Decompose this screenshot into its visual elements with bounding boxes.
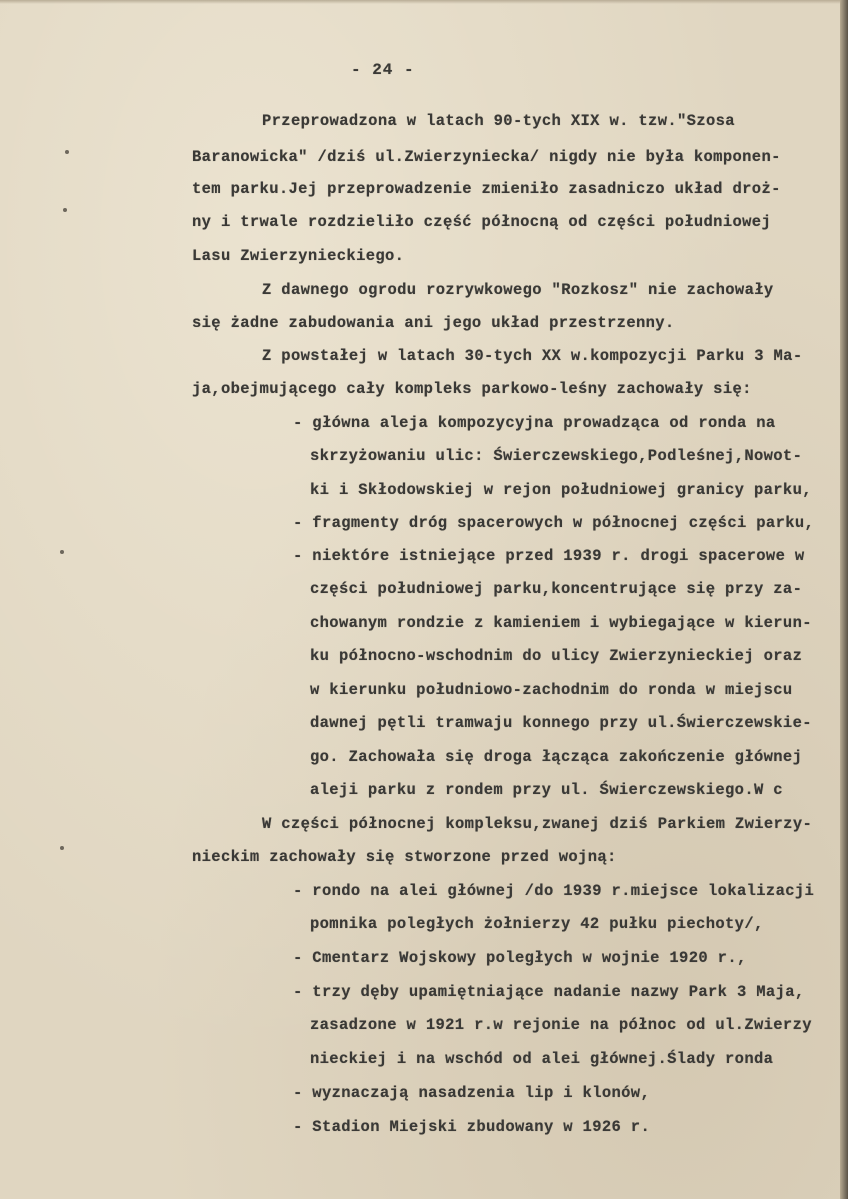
punch-mark: [65, 150, 69, 154]
text-line: się żadne zabudowania ani jego układ przestrzenny.: [192, 314, 675, 332]
text-line: skrzyżowaniu ulic: Świerczewskiego,Podleśnej,Nowot-: [310, 447, 803, 465]
text-line: W części północnej kompleksu,zwanej dziś Parkiem Zwierzy-: [262, 815, 813, 833]
text-line: - wyznaczają nasadzenia lip i klonów,: [293, 1084, 651, 1102]
text-line: pomnika poległych żołnierzy 42 pułku piechoty/,: [310, 915, 764, 933]
text-line: ku północno-wschodnim do ulicy Zwierzynieckiej oraz: [310, 647, 803, 665]
text-line: chowanym rondzie z kamieniem i wybiegające w kierun-: [310, 614, 812, 632]
text-line: - Stadion Miejski zbudowany w 1926 r.: [293, 1118, 651, 1136]
text-line: Baranowicka" /dziś ul.Zwierzyniecka/ nigdy nie była komponen-: [192, 148, 781, 166]
text-line: - trzy dęby upamiętniające nadanie nazwy Park 3 Maja,: [293, 983, 805, 1001]
text-line: Z powstałej w latach 30-tych XX w.kompozycji Parku 3 Ma-: [262, 347, 803, 365]
punch-mark: [60, 846, 64, 850]
text-line: ki i Skłodowskiej w rejon południowej granicy parku,: [310, 481, 812, 499]
text-line: - fragmenty dróg spacerowych w północnej części parku,: [293, 514, 815, 532]
text-line: aleji parku z rondem przy ul. Świerczewskiego.W c: [310, 781, 783, 799]
text-line: - niektóre istniejące przed 1939 r. drogi spacerowe w: [293, 547, 805, 565]
text-line: dawnej pętli tramwaju konnego przy ul.Świerczewskie-: [310, 714, 812, 732]
punch-mark: [60, 550, 64, 554]
text-line: - Cmentarz Wojskowy poległych w wojnie 1920 r.,: [293, 949, 747, 967]
text-line: części południowej parku,koncentrujące się przy za-: [310, 580, 803, 598]
text-line: zasadzone w 1921 r.w rejonie na północ od ul.Zwierzy: [310, 1016, 812, 1034]
text-line: Lasu Zwierzynieckiego.: [192, 247, 405, 265]
text-line: Przeprowadzona w latach 90-tych XIX w. tzw."Szosa: [262, 112, 735, 130]
text-line: ja,obejmującego cały kompleks parkowo-leśny zachowały się:: [192, 380, 752, 398]
text-line: w kierunku południowo-zachodnim do ronda w miejscu: [310, 681, 793, 699]
text-line: Z dawnego ogrodu rozrywkowego "Rozkosz" nie zachowały: [262, 281, 774, 299]
text-line: - rondo na alei głównej /do 1939 r.miejsce lokalizacji: [293, 882, 815, 900]
page-number: - 24 -: [351, 61, 415, 79]
punch-mark: [63, 208, 67, 212]
page-top-edge: [0, 0, 848, 4]
text-line: nieckiej i na wschód od alei głównej.Ślady ronda: [310, 1050, 774, 1068]
text-line: go. Zachowała się droga łącząca zakończenie głównej: [310, 748, 803, 766]
page-right-edge: [840, 0, 848, 1199]
text-line: tem parku.Jej przeprowadzenie zmieniło zasadniczo układ droż-: [192, 180, 781, 198]
text-line: nieckim zachowały się stworzone przed wojną:: [192, 848, 617, 866]
text-line: - główna aleja kompozycyjna prowadząca od ronda na: [293, 414, 776, 432]
text-line: ny i trwale rozdzieliło część północną od części południowej: [192, 213, 772, 231]
